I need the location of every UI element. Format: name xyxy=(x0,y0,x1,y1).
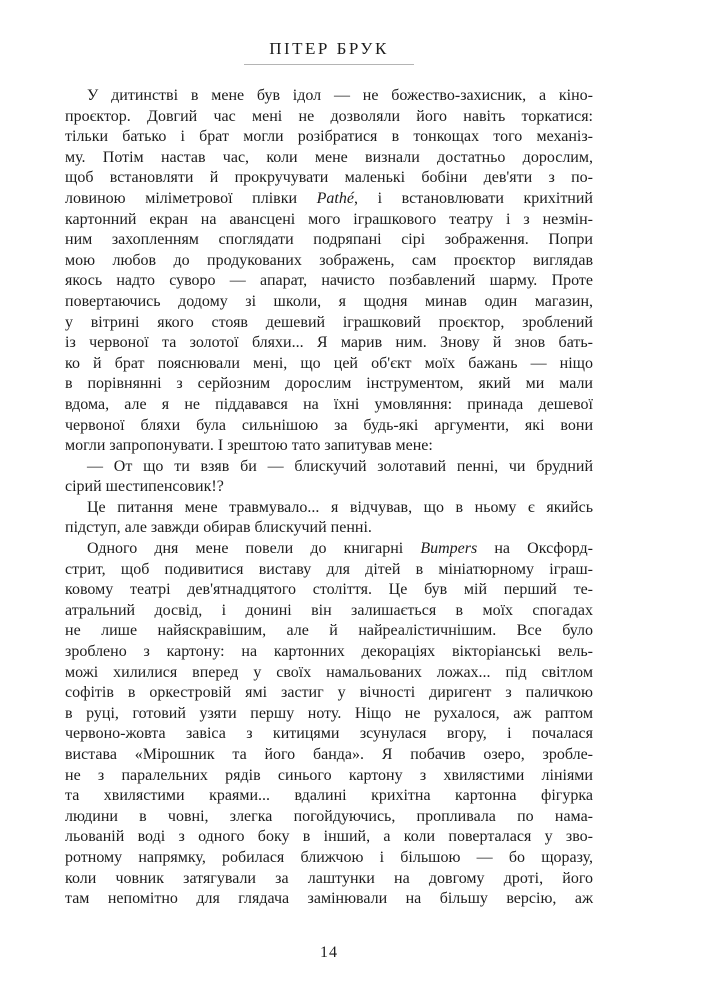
text-line: тільки батько і брат могли розібратися в тонкощах того механіз- xyxy=(65,128,593,146)
text-line: щоб встановляти й прокручувати маленькі бобіни дев'яти з по- xyxy=(65,169,593,187)
text-line: червоно-жовта завіса з китицями зсунулася вгору, і почалася xyxy=(65,725,593,743)
header-rule-divider xyxy=(244,64,414,65)
text-line: картонний екран на авансцені мого іграшкового театру і з незмін- xyxy=(65,210,593,228)
text-line: мою любов до продукованих зображень, сам проєктор виглядав xyxy=(65,251,593,269)
text-line: вдома, але я не піддавався на їхні умовляння: принада дешевої xyxy=(65,395,593,413)
text-line: не з паралельних рядів синього картону з хвилястими лініями xyxy=(65,766,593,784)
paragraph xyxy=(65,539,593,910)
paragraph xyxy=(65,457,593,498)
text-line: червоної бляхи була сильнішою за будь-які аргументи, які вони xyxy=(65,416,593,434)
text-line: коли човник затягували за лаштунки на довгому дроті, його xyxy=(65,869,593,887)
text-line: в руці, готовий узяти першу ноту. Ніщо не рухалося, аж раптом xyxy=(65,704,593,722)
text-line: можі хилилися вперед у своїх намальованих ложах... під світлом xyxy=(65,663,593,681)
text-line: стрит, щоб подивитися виставу для дітей в мініатюрному іграш- xyxy=(65,560,593,578)
text-line: якось надто суворо — апарат, начисто позбавлений шарму. Проте xyxy=(65,272,593,290)
text-line: та хвилястими краями... вдалині крихітна картонна фігурка xyxy=(65,787,593,805)
paragraph xyxy=(65,498,593,539)
text-line: вистава «Мірошник та його банда». Я побачив озеро, зробле- xyxy=(65,746,593,763)
text-line: Це питання мене травмувало... я відчував, що в ньому є якийсь xyxy=(87,498,593,516)
page-number: 14 xyxy=(320,944,338,961)
text-line: не лише найяскравішим, але й найреалістичнішим. Все було xyxy=(65,622,593,640)
text-line: ко й брат пояснювали мені, що цей об'єкт моїх бажань — ніщо xyxy=(65,354,593,372)
text-line: проєктор. Довгий час мені не дозволяли його навіть торкатися: xyxy=(65,107,593,125)
text-line: у вітрині якого стояв дешевий іграшковий проєктор, зроблений xyxy=(65,313,593,331)
text-line: в порівнянні з серйозним дорослим інструментом, який ми мали xyxy=(65,375,593,393)
text-line: льованій воді з одного боку в інший, а коли поверталася у зво- xyxy=(65,828,593,846)
text-line: підступ, але завжди обирав блискучий пенні. xyxy=(65,519,372,537)
text-line: му. Потім настав час, коли мене визнали достатньо дорослим, xyxy=(65,148,593,166)
text-line: ротному напрямку, робилася ближчою і більшою — бо щоразу, xyxy=(65,848,593,866)
text-line: ловиною міліметрової плівки Pathé, і встановлювати крихітний xyxy=(65,189,593,207)
text-line: — От що ти взяв би — блискучий золотавий пенні, чи брудний xyxy=(87,457,593,475)
text-line: ковому театрі дев'ятнадцятого століття. Це був мій перший те- xyxy=(65,581,593,599)
text-line: атральний досвід, і донині він залишається в моїх спогадах xyxy=(65,601,593,619)
text-line: Одного дня мене повели до книгарні Bumpers на Оксфорд- xyxy=(87,540,594,558)
body-text-block xyxy=(65,86,593,910)
running-header: ПІТЕР БРУК xyxy=(269,39,389,58)
text-line: софітів в оркестровій ямі застиг у вічності диригент з паличкою xyxy=(65,684,593,702)
text-line: із червоної та золотої бляхи... Я марив ним. Знову й знов бать- xyxy=(65,334,593,352)
paragraph xyxy=(65,86,593,457)
text-line: там непомітно для глядача замінювали на більшу версію, аж xyxy=(65,890,593,908)
text-line: зроблено з картону: на картонних декораціях вікторіанські вель- xyxy=(65,643,593,661)
text-line: У дитинстві в мене був ідол — не божество-захисник, а кіно- xyxy=(87,87,593,104)
text-line: могли запропонувати. І зрештою тато запитував мене: xyxy=(65,437,433,455)
text-line: людини в човні, злегка погойдуючись, пропливала по нама- xyxy=(65,807,593,825)
text-line: повертаючись додому зі школи, я щодня минав один магазин, xyxy=(65,292,593,310)
text-line: ним захопленням споглядати подряпані сірі зображення. Попри xyxy=(65,231,593,249)
text-line: сірий шестипенсовик!? xyxy=(65,478,224,496)
